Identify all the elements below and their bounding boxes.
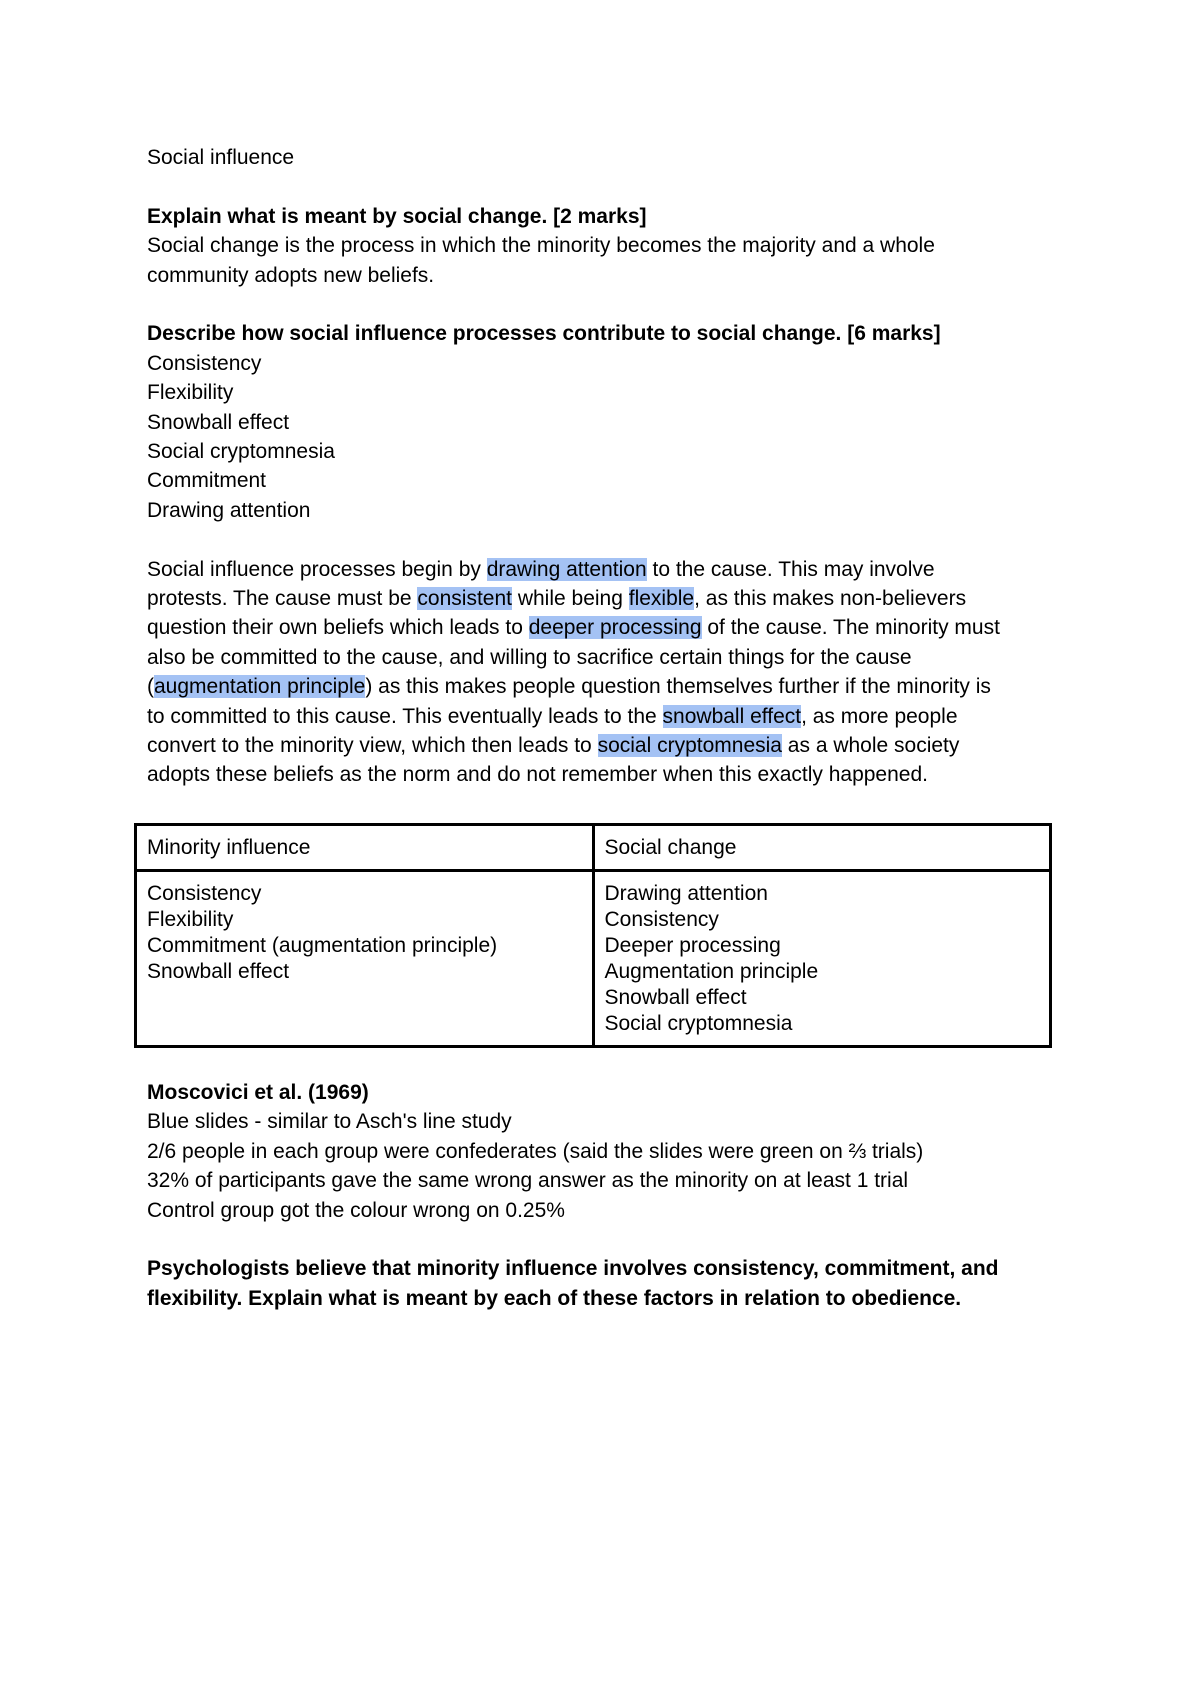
paragraph-text: ( bbox=[147, 675, 154, 699]
highlighted-term: deeper processing bbox=[528, 616, 702, 640]
table-cell-social-change bbox=[593, 871, 1051, 1047]
document-body bbox=[147, 143, 1067, 790]
cell-item: Flexibility bbox=[147, 908, 234, 931]
study-line: 2/6 people in each group were confederates (said the slides were green on ⅔ trials) bbox=[147, 1139, 924, 1163]
cell-item: Social cryptomnesia bbox=[604, 1012, 793, 1035]
paragraph-text: , as more people bbox=[801, 704, 958, 728]
paragraph-line bbox=[147, 672, 1067, 701]
cell-item: Commitment (augmentation principle) bbox=[147, 934, 498, 957]
paragraph-text: , as this makes non-believers bbox=[694, 587, 967, 611]
highlighted-term: drawing attention bbox=[486, 557, 647, 581]
study-line: Blue slides - similar to Asch's line study bbox=[147, 1110, 512, 1134]
table-header-cell bbox=[593, 825, 1051, 871]
paragraph-line bbox=[147, 613, 1067, 642]
answer-line: Social change is the process in which the minority becomes the majority and a whole bbox=[147, 234, 935, 258]
document-title: Social influence bbox=[147, 146, 295, 169]
paragraph-line: also be committed to the cause, and willing to sacrifice certain things for the cause bbox=[147, 645, 912, 669]
cell-item: Consistency bbox=[604, 908, 719, 931]
spacer bbox=[147, 290, 1067, 319]
study-line: Control group got the colour wrong on 0.25% bbox=[147, 1198, 565, 1222]
paragraph-line bbox=[147, 702, 1067, 731]
paragraph-line bbox=[147, 584, 1067, 613]
paragraph-text: to the cause. This may involve bbox=[646, 557, 935, 581]
highlighted-term: social cryptomnesia bbox=[597, 734, 782, 758]
cell-item: Augmentation principle bbox=[604, 960, 819, 983]
answer-paragraph bbox=[147, 555, 1067, 790]
question-social-change: Explain what is meant by social change. [2 marks] bbox=[147, 204, 647, 228]
comparison-table-wrap bbox=[134, 823, 1052, 1048]
table-row bbox=[136, 871, 1051, 1047]
list-item: Snowball effect bbox=[147, 410, 290, 434]
highlighted-term: flexible bbox=[628, 587, 695, 611]
cell-item: Drawing attention bbox=[604, 882, 768, 905]
paragraph-text: convert to the minority view, which then leads to bbox=[147, 734, 598, 758]
cell-item: Snowball effect bbox=[147, 960, 290, 983]
paragraph-text: to committed to this cause. This eventually leads to the bbox=[147, 704, 663, 728]
list-item: Commitment bbox=[147, 469, 267, 493]
cell-item: Deeper processing bbox=[604, 934, 781, 957]
study-section bbox=[147, 1078, 1067, 1313]
paragraph-text: as a whole society bbox=[781, 734, 960, 758]
header-social-change: Social change bbox=[604, 836, 737, 859]
list-item: Social cryptomnesia bbox=[147, 440, 335, 464]
list-item: Flexibility bbox=[147, 381, 234, 405]
paragraph-text: protests. The cause must be bbox=[147, 587, 418, 611]
spacer bbox=[147, 1225, 1067, 1254]
paragraph-text: question their own beliefs which leads to bbox=[147, 616, 529, 640]
table-header-cell bbox=[136, 825, 594, 871]
list-item: Drawing attention bbox=[147, 498, 311, 522]
spacer bbox=[147, 525, 1067, 554]
paragraph-text: ) as this makes people question themselves further if the minority is bbox=[365, 675, 991, 699]
comparison-table bbox=[134, 823, 1052, 1048]
question-minority-influence: Psychologists believe that minority influence involves consistency, commitment, and bbox=[147, 1257, 999, 1281]
spacer bbox=[147, 172, 1067, 201]
answer-line: community adopts new beliefs. bbox=[147, 263, 435, 287]
question-social-influence-processes: Describe how social influence processes contribute to social change. [6 marks] bbox=[147, 322, 941, 346]
list-item: Consistency bbox=[147, 351, 262, 375]
paragraph-line bbox=[147, 555, 1067, 584]
highlighted-term: augmentation principle bbox=[154, 675, 366, 699]
table-header-row bbox=[136, 825, 1051, 871]
cell-item: Snowball effect bbox=[604, 986, 747, 1009]
table-cell-minority-influence bbox=[136, 871, 594, 1047]
study-line: 32% of participants gave the same wrong answer as the minority on at least 1 trial bbox=[147, 1169, 909, 1193]
paragraph-text: of the cause. The minority must bbox=[701, 616, 1000, 640]
paragraph-text: Social influence processes begin by bbox=[147, 557, 487, 581]
question-minority-influence: flexibility. Explain what is meant by each of these factors in relation to obedience. bbox=[147, 1286, 962, 1310]
cell-item: Consistency bbox=[147, 882, 262, 905]
highlighted-term: consistent bbox=[417, 587, 512, 611]
paragraph-line bbox=[147, 731, 1067, 760]
header-minority-influence: Minority influence bbox=[147, 836, 311, 859]
highlighted-term: snowball effect bbox=[662, 704, 802, 728]
paragraph-line: adopts these beliefs as the norm and do not remember when this exactly happened. bbox=[147, 763, 928, 787]
study-heading: Moscovici et al. (1969) bbox=[147, 1081, 369, 1104]
paragraph-text: while being bbox=[511, 587, 629, 611]
